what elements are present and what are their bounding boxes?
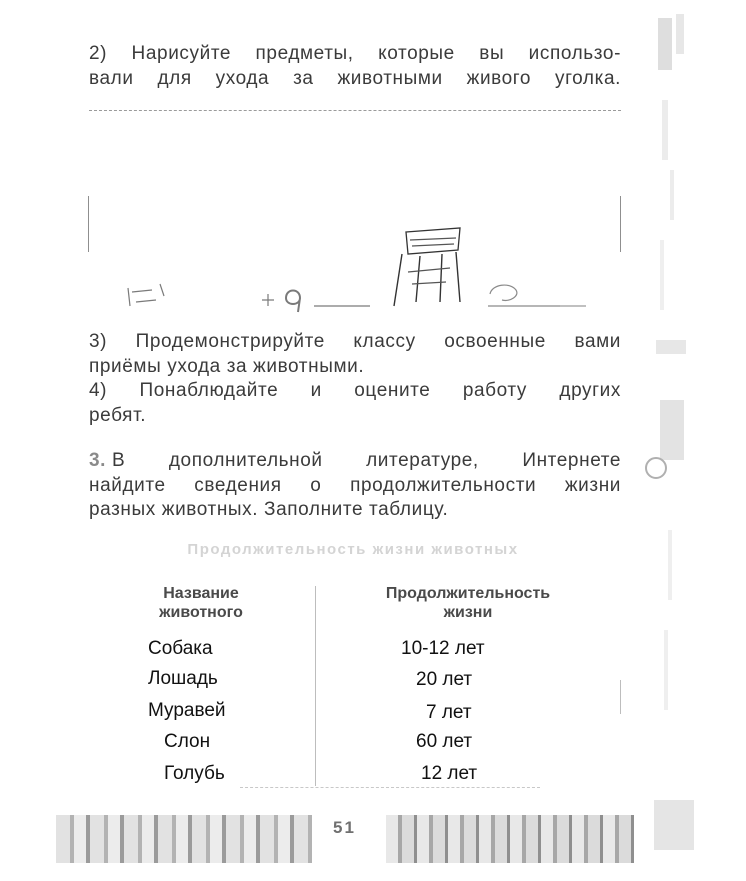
table-cell-lifespan: 7 лет xyxy=(426,702,472,723)
footer-decoration-right xyxy=(386,815,634,863)
table-header-animal xyxy=(128,584,274,622)
task2-part2-line-2: вали для ухода за животными живого уголка. xyxy=(89,67,621,89)
table-cell-lifespan: 12 лет xyxy=(421,763,478,784)
drawing-area-left-border xyxy=(88,196,89,252)
drawing-area-top-border xyxy=(89,110,621,111)
table-header-lifespan-line-2: жизни xyxy=(443,604,493,621)
drawing-area-right-border xyxy=(620,196,621,252)
task3-text xyxy=(89,449,621,523)
task3-line-1 xyxy=(89,449,621,474)
table-cell-animal: Муравей xyxy=(148,700,226,721)
table-title: Продолжительность жизни животных xyxy=(187,541,519,558)
task2-part2-line-1: 2) Нарисуйте предметы, которые вы использо- xyxy=(89,43,621,64)
scan-edge-artifacts xyxy=(640,10,700,860)
page-number: 51 xyxy=(333,818,356,837)
task2-part4-line-1: 4) Понаблюдайте и оцените работу других xyxy=(89,380,621,401)
task2-part4-line-2: ребят. xyxy=(89,404,147,426)
task2-part3-text xyxy=(89,330,621,379)
hand-drawn-sketch xyxy=(90,210,620,320)
table-cell-animal: Голубь xyxy=(164,763,225,784)
task2-part3-line-1: 3) Продемонстрируйте классу освоенные вами xyxy=(89,331,621,352)
task2-part3-line-2: приёмы ухода за животными. xyxy=(89,355,365,377)
table-cell-lifespan: 20 лет xyxy=(416,669,473,690)
table-cell-animal: Собака xyxy=(148,638,213,659)
table-header-lifespan xyxy=(350,584,586,622)
table-cell-animal: Слон xyxy=(164,731,211,752)
table-cell-lifespan: 60 лет xyxy=(416,731,473,752)
task3-line-1-text: В дополнительной литературе, Интернете xyxy=(112,450,621,471)
task3-number: 3. xyxy=(89,450,107,471)
table-header-animal-line-2: животного xyxy=(159,604,243,621)
task2-part2-text xyxy=(89,42,621,91)
table-header-lifespan-line-1: Продолжительность xyxy=(385,585,551,602)
table-column-divider xyxy=(315,586,316,786)
table-cell-lifespan: 10-12 лет xyxy=(401,638,485,659)
task2-part4-text xyxy=(89,379,621,428)
table-cell-animal: Лошадь xyxy=(148,668,218,689)
task3-line-2: найдите сведения о продолжительности жизни xyxy=(89,474,621,496)
table-header-animal-line-1: Название xyxy=(163,585,239,602)
table-right-border xyxy=(620,680,621,714)
table-bottom-border xyxy=(240,787,540,788)
footer-decoration-left xyxy=(56,815,312,863)
task3-line-3: разных животных. Заполните таблицу. xyxy=(89,499,449,520)
